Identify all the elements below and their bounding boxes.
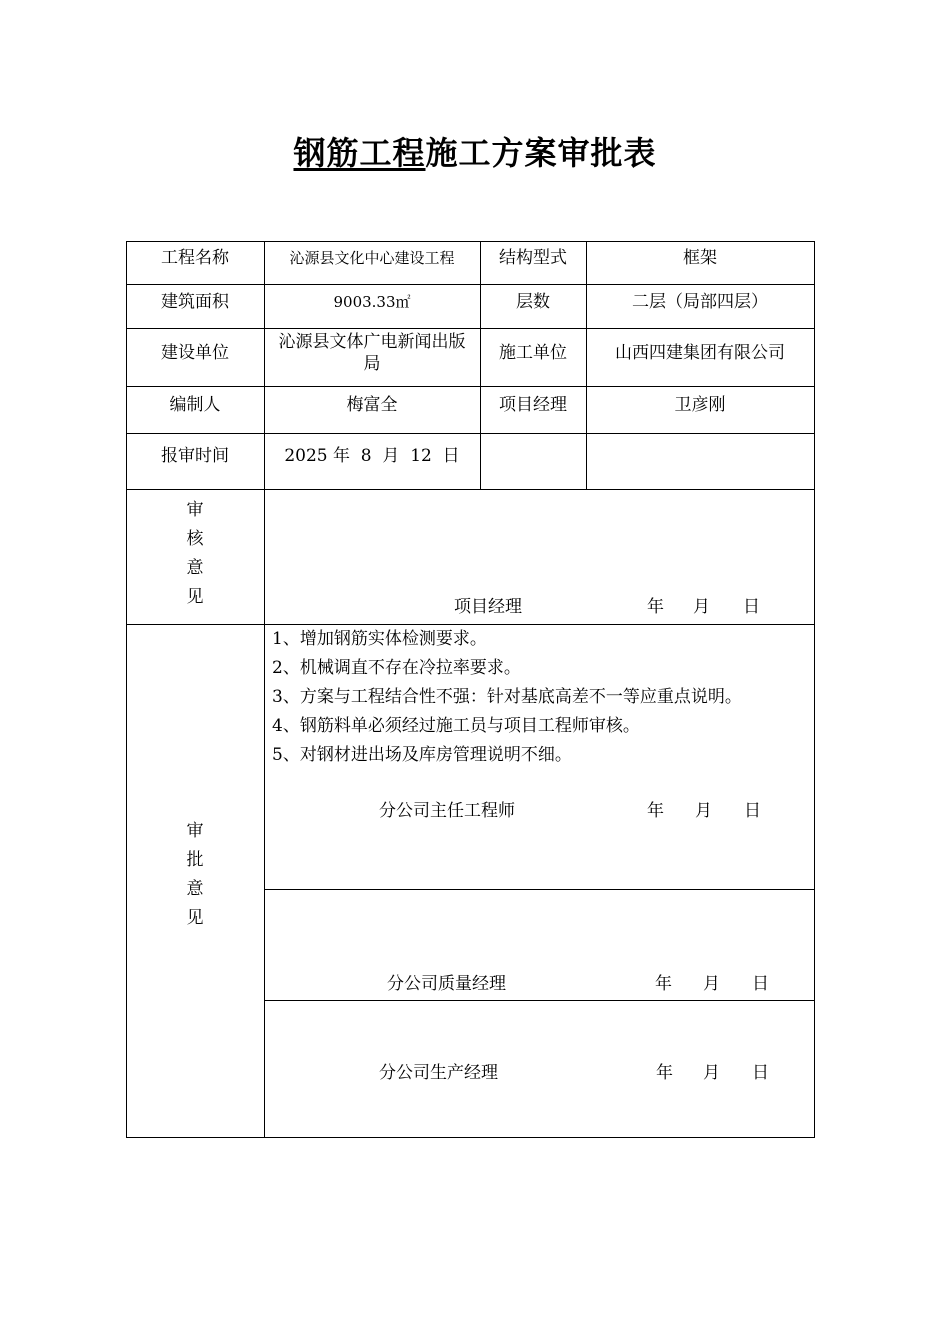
label-project-name: 工程名称 (161, 248, 229, 268)
label-floors: 层数 (516, 292, 550, 312)
review-date-day: 日 (743, 597, 760, 617)
rule (126, 489, 815, 490)
rule (264, 241, 265, 1138)
label-submit-date: 报审时间 (161, 446, 229, 466)
list-item: 1、增加钢筋实体检测要求。 (272, 629, 487, 649)
list-item: 3、方案与工程结合性不强：针对基底高差不一等应重点说明。 (272, 687, 742, 707)
date-year: 年 (647, 801, 664, 821)
list-item: 4、钢筋料单必须经过施工员与项目工程师审核。 (272, 716, 640, 736)
signer-quality-manager: 分公司质量经理 (387, 974, 506, 994)
approval-label: 审 批 意 见 (186, 821, 204, 928)
label-structure: 结构型式 (499, 248, 567, 268)
date-month: 月 (703, 1063, 720, 1083)
list-item: 5、对钢材进出场及库房管理说明不细。 (272, 745, 572, 765)
title-underlined: 钢筋工程 (293, 134, 426, 172)
rule (126, 1137, 815, 1138)
value-floors: 二层（局部四层） (632, 292, 768, 312)
title-rest: 施工方案审批表 (425, 134, 657, 172)
rule (264, 889, 815, 890)
date-year: 年 (656, 1063, 673, 1083)
label-pm: 项目经理 (499, 395, 567, 415)
label-owner: 建设单位 (161, 343, 229, 363)
rule (814, 241, 815, 1138)
label-area: 建筑面积 (161, 292, 229, 312)
review-signer: 项目经理 (454, 597, 522, 617)
label-author: 编制人 (169, 395, 221, 415)
date-year: 年 (655, 974, 672, 994)
value-pm: 卫彦刚 (674, 395, 726, 415)
value-contractor: 山西四建集团有限公司 (615, 343, 785, 363)
empty-cell (480, 433, 586, 479)
value-author: 梅富全 (346, 395, 398, 415)
value-owner: 沁源县文体广电新闻出版局 (278, 332, 466, 374)
page-title (0, 128, 950, 174)
date-day: 日 (752, 974, 769, 994)
value-submit-date: 2025 年 8 月 12 日 (284, 446, 460, 466)
date-day: 日 (744, 801, 761, 821)
date-month: 月 (703, 974, 720, 994)
review-label: 审 核 意 见 (186, 500, 204, 607)
approval-form (126, 241, 815, 1138)
list-item: 2、机械调直不存在冷拉率要求。 (272, 658, 521, 678)
date-day: 日 (752, 1063, 769, 1083)
rule (264, 1000, 815, 1001)
approval-comments (272, 625, 742, 770)
date-month: 月 (695, 801, 712, 821)
label-contractor: 施工单位 (499, 343, 567, 363)
signer-production-manager: 分公司生产经理 (379, 1063, 498, 1083)
value-area: 9003.33㎡ (333, 293, 411, 311)
empty-cell (586, 433, 814, 479)
review-date-year: 年 (647, 597, 664, 617)
value-structure: 框架 (683, 248, 717, 268)
review-date-month: 月 (693, 597, 710, 617)
value-project-name: 沁源县文化中心建设工程 (289, 249, 455, 267)
signer-chief-engineer: 分公司主任工程师 (379, 801, 515, 821)
